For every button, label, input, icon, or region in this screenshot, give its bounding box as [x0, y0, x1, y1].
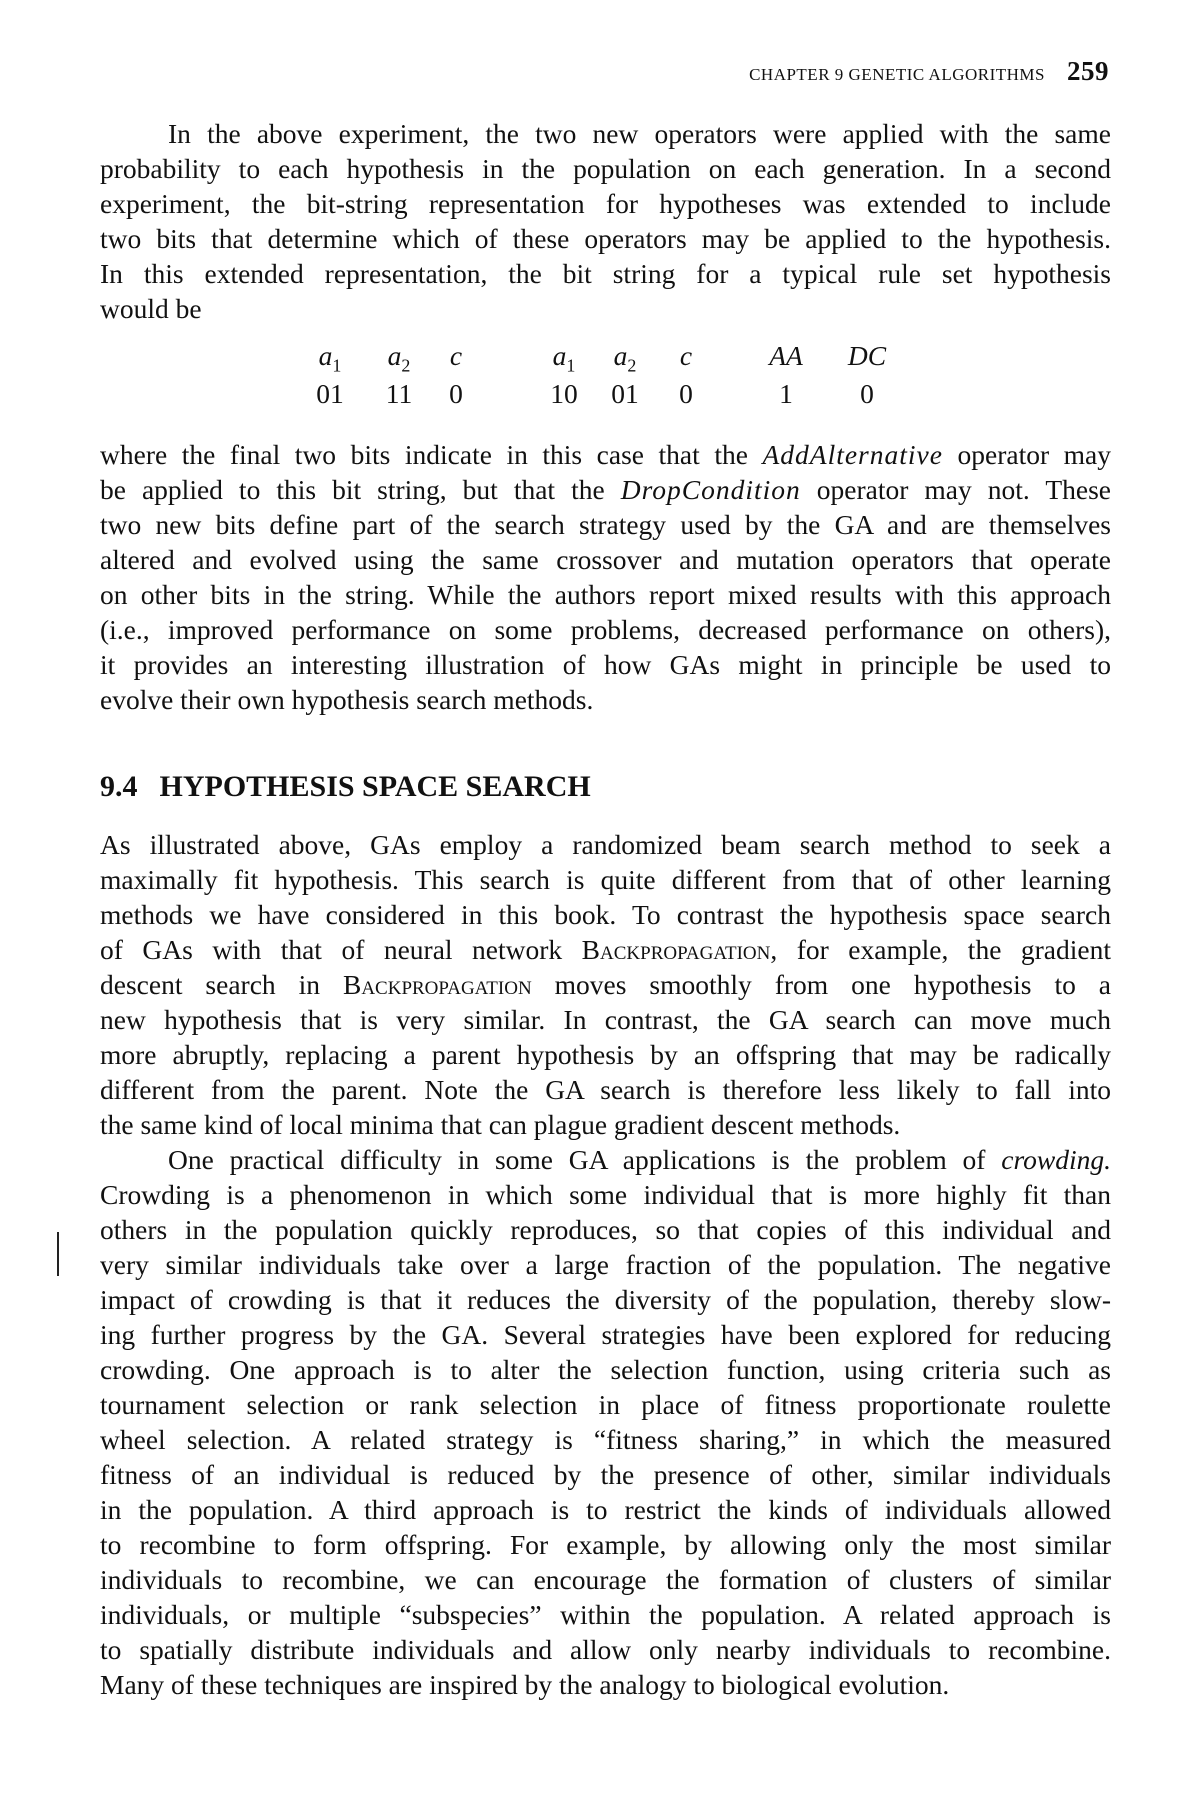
bitstring-value: 01 — [611, 378, 639, 409]
text-segment: ing further progress by the GA. Several strategies have been explored for reducing — [100, 1319, 1111, 1350]
text-segment: operator may not. These — [800, 474, 1111, 505]
bitstring-label: $a_1$ — [552, 340, 576, 376]
emphasized-term: crowding. — [1001, 1144, 1111, 1175]
bitstring-value: 1 — [779, 378, 793, 409]
text-line — [100, 1247, 1111, 1282]
text-segment: different from the parent. Note the GA search is therefore less likely to fall into — [100, 1074, 1111, 1105]
text-line — [100, 507, 1111, 542]
text-segment: to spatially distribute individuals and allow only nearby individuals to recombine. — [100, 1634, 1111, 1665]
text-segment: impact of crowding is that it reduces the diversity of the population, thereby slow- — [100, 1284, 1111, 1315]
text-line — [100, 1072, 1111, 1107]
text-segment: In the above experiment, the two new operators were applied with the same — [168, 118, 1111, 149]
bitstring-label: DC — [847, 340, 887, 371]
text-segment: more abruptly, replacing a parent hypothesis by an offspring that may be radically — [100, 1039, 1111, 1070]
text-line — [100, 186, 1111, 221]
text-segment: would be — [100, 293, 202, 324]
text-line — [100, 967, 1111, 1002]
margin-change-bar — [57, 1232, 59, 1276]
text-segment: others in the population quickly reproduces, so that copies of this individual and — [100, 1214, 1111, 1245]
running-header — [749, 56, 1109, 87]
text-segment: it provides an interesting illustration of how GAs might in principle be used to — [100, 649, 1111, 680]
text-line — [100, 932, 1111, 967]
bitstring-label: $a_2$ — [613, 340, 637, 376]
text-segment: wheel selection. A related strategy is “fitness sharing,” in which the measured — [100, 1424, 1111, 1455]
text-segment: evolve their own hypothesis search methods. — [100, 684, 594, 715]
text-segment: descent search in — [100, 969, 343, 1000]
text-segment: two new bits define part of the search strategy used by the GA and are themselves — [100, 509, 1111, 540]
text-line — [100, 577, 1111, 612]
text-line — [100, 1177, 1111, 1212]
emphasized-term: Backpropagation — [342, 969, 532, 1000]
text-segment: the same kind of local minima that can plague gradient descent methods. — [100, 1109, 901, 1140]
text-line — [100, 897, 1111, 932]
text-segment: crowding. One approach is to alter the selection function, using criteria such as — [100, 1354, 1111, 1385]
text-segment: in the population. A third approach is to restrict the kinds of individuals allowed — [100, 1494, 1111, 1525]
bitstring-label: $a_1$ — [318, 340, 342, 376]
text-segment: operator may — [942, 439, 1112, 470]
text-line — [100, 1562, 1111, 1597]
text-segment: maximally fit hypothesis. This search is quite different from that of other learning — [100, 864, 1111, 895]
text-segment: new hypothesis that is very similar. In contrast, the GA search can move much — [100, 1004, 1111, 1035]
paragraph-3 — [100, 827, 1111, 1142]
running-title: CHAPTER 9 GENETIC ALGORITHMS — [749, 65, 1045, 84]
text-line — [100, 437, 1111, 472]
text-segment: , for example, the gradient — [770, 934, 1112, 965]
text-segment: experiment, the bit-string representation for hypotheses was extended to include — [100, 188, 1111, 219]
text-line — [100, 256, 1111, 291]
text-line — [100, 1667, 1111, 1702]
text-segment: methods we have considered in this book. To contrast the hypothesis space search — [100, 899, 1111, 930]
text-segment: (i.e., improved performance on some problems, decreased performance on others), — [100, 614, 1111, 645]
section-number: 9.4 — [100, 770, 138, 803]
text-line — [100, 647, 1111, 682]
bitstring-value: 01 — [316, 378, 344, 409]
text-line — [100, 1212, 1111, 1247]
text-line — [100, 1492, 1111, 1527]
text-line — [100, 1597, 1111, 1632]
text-segment: two bits that determine which of these operators may be applied to the hypothesis. — [100, 223, 1111, 254]
bitstring-value: 10 — [550, 378, 578, 409]
text-line — [100, 1107, 1111, 1142]
text-line — [100, 1527, 1111, 1562]
text-line — [100, 1422, 1111, 1457]
text-segment: Many of these techniques are inspired by the analogy to biological evolution. — [100, 1669, 950, 1700]
text-line — [100, 1387, 1111, 1422]
emphasized-term: DropCondition — [620, 474, 801, 505]
section-title: HYPOTHESIS SPACE SEARCH — [159, 770, 591, 803]
text-segment: altered and evolved using the same crossover and mutation operators that operate — [100, 544, 1111, 575]
text-segment: Crowding is a phenomenon in which some individual that is more highly fit than — [100, 1179, 1111, 1210]
text-segment: to recombine to form offspring. For example, by allowing only the most similar — [100, 1529, 1111, 1560]
text-segment: probability to each hypothesis in the population on each generation. In a second — [100, 153, 1111, 184]
paragraph-2 — [100, 437, 1111, 717]
text-segment: very similar individuals take over a large fraction of the population. The negative — [100, 1249, 1111, 1280]
paragraph-1 — [100, 116, 1111, 326]
bitstring-value: 11 — [385, 378, 413, 409]
text-line — [100, 1317, 1111, 1352]
text-line — [100, 1282, 1111, 1317]
text-line — [100, 291, 1111, 326]
text-line — [100, 1142, 1111, 1177]
text-line — [100, 1457, 1111, 1492]
section-heading — [100, 770, 591, 804]
text-segment: individuals to recombine, we can encourage the formation of clusters of similar — [100, 1564, 1111, 1595]
text-segment: individuals, or multiple “subspecies” within the population. A related approach is — [100, 1599, 1111, 1630]
text-line — [100, 827, 1111, 862]
text-line — [100, 542, 1111, 577]
text-line — [100, 1352, 1111, 1387]
bitstring-value: 0 — [860, 378, 874, 409]
bitstring-label: $a_2$ — [387, 340, 411, 376]
text-segment: be applied to this bit string, but that the — [100, 474, 621, 505]
emphasized-term: Backpropagation — [581, 934, 771, 965]
text-line — [100, 1632, 1111, 1667]
text-line — [100, 221, 1111, 256]
text-segment: of GAs with that of neural network — [100, 934, 582, 965]
text-line — [100, 682, 1111, 717]
text-line — [100, 151, 1111, 186]
text-line — [100, 862, 1111, 897]
text-segment: fitness of an individual is reduced by the presence of other, similar individuals — [100, 1459, 1111, 1490]
emphasized-term: AddAlternative — [762, 439, 943, 470]
page-number: 259 — [1067, 56, 1109, 86]
text-line — [100, 1002, 1111, 1037]
text-segment: tournament selection or rank selection in place of fitness proportionate roulette — [100, 1389, 1111, 1420]
text-line — [100, 1037, 1111, 1072]
text-segment: where the final two bits indicate in this case that the — [100, 439, 763, 470]
bitstring-value: 0 — [679, 378, 693, 409]
bitstring-label: c — [449, 340, 463, 371]
bitstring-value: 0 — [449, 378, 463, 409]
bitstring-label: AA — [769, 340, 803, 371]
bitstring-label: c — [679, 340, 693, 371]
text-segment: on other bits in the string. While the authors report mixed results with this approach — [100, 579, 1111, 610]
text-line — [100, 116, 1111, 151]
text-segment: One practical difficulty in some GA applications is the problem of — [168, 1144, 1002, 1175]
text-segment: As illustrated above, GAs employ a randomized beam search method to seek a — [100, 829, 1111, 860]
paragraph-4 — [100, 1142, 1111, 1702]
text-segment: moves smoothly from one hypothesis to a — [531, 969, 1112, 1000]
text-segment: In this extended representation, the bit string for a typical rule set hypothesis — [100, 258, 1111, 289]
text-line — [100, 472, 1111, 507]
text-line — [100, 612, 1111, 647]
